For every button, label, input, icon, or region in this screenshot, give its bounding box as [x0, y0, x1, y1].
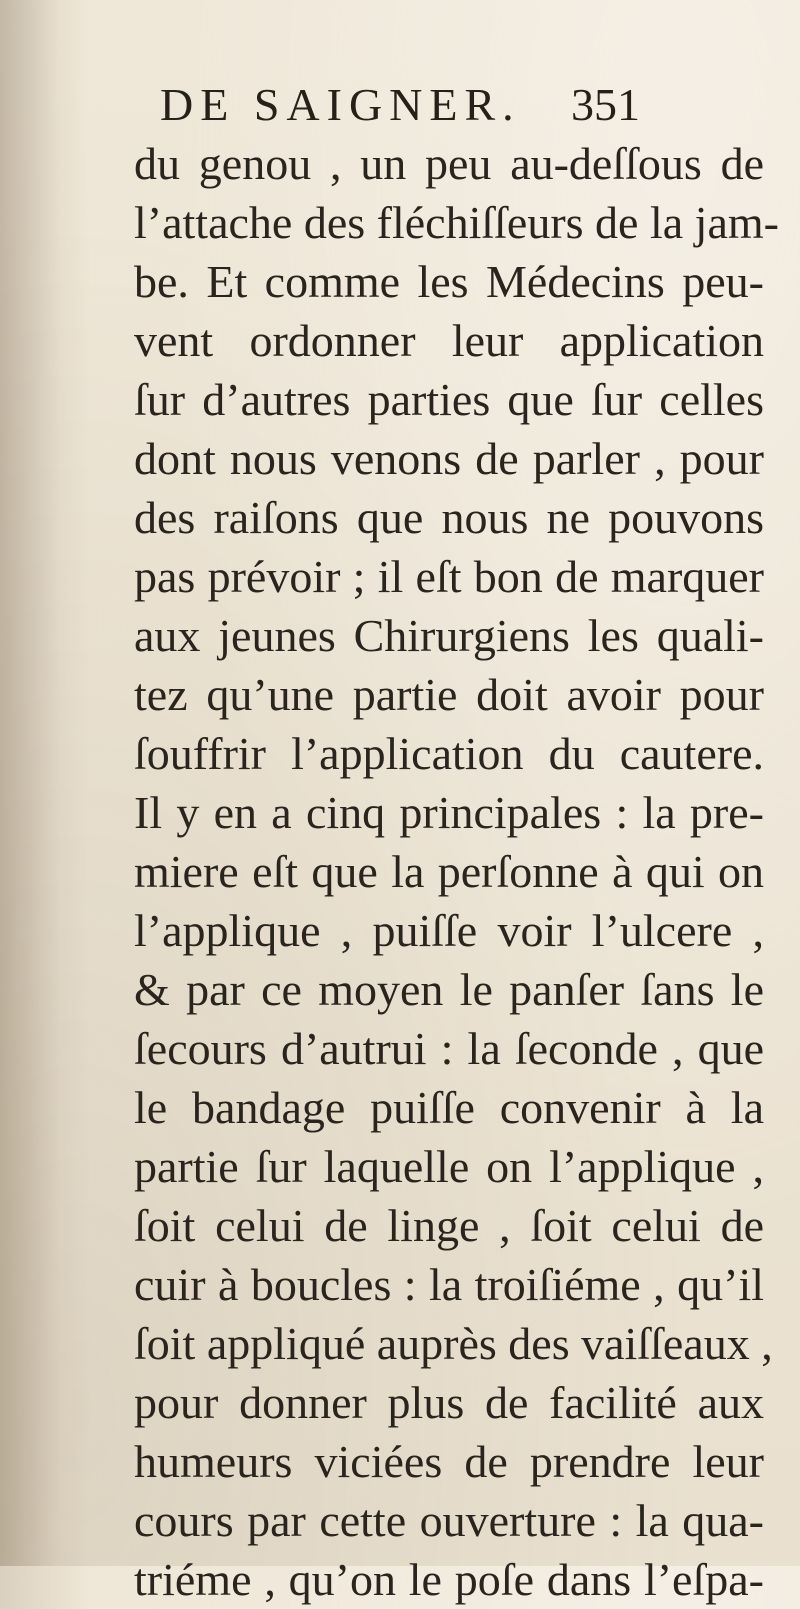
text-line: des raiſons que nous ne pouvons	[134, 492, 764, 543]
text-line: pour donner plus de facilité aux	[134, 1377, 764, 1428]
text-line: vent ordonner leur application	[134, 315, 764, 366]
text-line: cuir à boucles : la troiſiéme , qu’il	[134, 1259, 764, 1310]
text-line: ſouffrir l’application du cautere.	[134, 728, 764, 779]
text-line: cours par cette ouverture : la qua-	[134, 1495, 764, 1546]
text-line: pas prévoir ; il eſt bon de marquer	[134, 551, 764, 602]
text-line: ſoit celui de linge , ſoit celui de	[134, 1200, 764, 1251]
text-line: humeurs viciées de prendre leur	[134, 1436, 764, 1487]
text-line: dont nous venons de parler , pour	[134, 433, 764, 484]
text-line: ſur d’autres parties que ſur celles	[134, 374, 764, 425]
text-line: du genou , un peu au-deſſous de	[134, 138, 764, 189]
text-line: miere eſt que la perſonne à qui on	[134, 846, 764, 897]
text-line: le bandage puiſſe convenir à la	[134, 1082, 764, 1133]
text-line: l’attache des fléchiſſeurs de la jam-	[134, 197, 779, 248]
body-text	[134, 134, 779, 1609]
text-line: ſecours d’autrui : la ſeconde , que	[134, 1023, 764, 1074]
text-line: partie ſur laquelle on l’applique ,	[134, 1141, 764, 1192]
text-line: & par ce moyen le panſer ſans le	[134, 964, 764, 1015]
text-line: be. Et comme les Médecins peu-	[134, 256, 764, 307]
binding-shadow	[0, 0, 60, 1566]
text-line: Il y en a cinq principales : la pre-	[134, 787, 764, 838]
page-number: 351	[571, 79, 640, 130]
text-line: l’applique , puiſſe voir l’ulcere ,	[134, 905, 764, 956]
text-line: triéme , qu’on le poſe dans l’eſpa-	[134, 1554, 764, 1605]
text-line: ſoit appliqué auprès des vaiſſeaux ,	[134, 1318, 773, 1369]
text-line: aux jeunes Chirurgiens les quali-	[134, 610, 764, 661]
running-title: DE SAIGNER.	[160, 79, 521, 130]
running-head	[160, 72, 640, 132]
text-line: tez qu’une partie doit avoir pour	[134, 669, 764, 720]
